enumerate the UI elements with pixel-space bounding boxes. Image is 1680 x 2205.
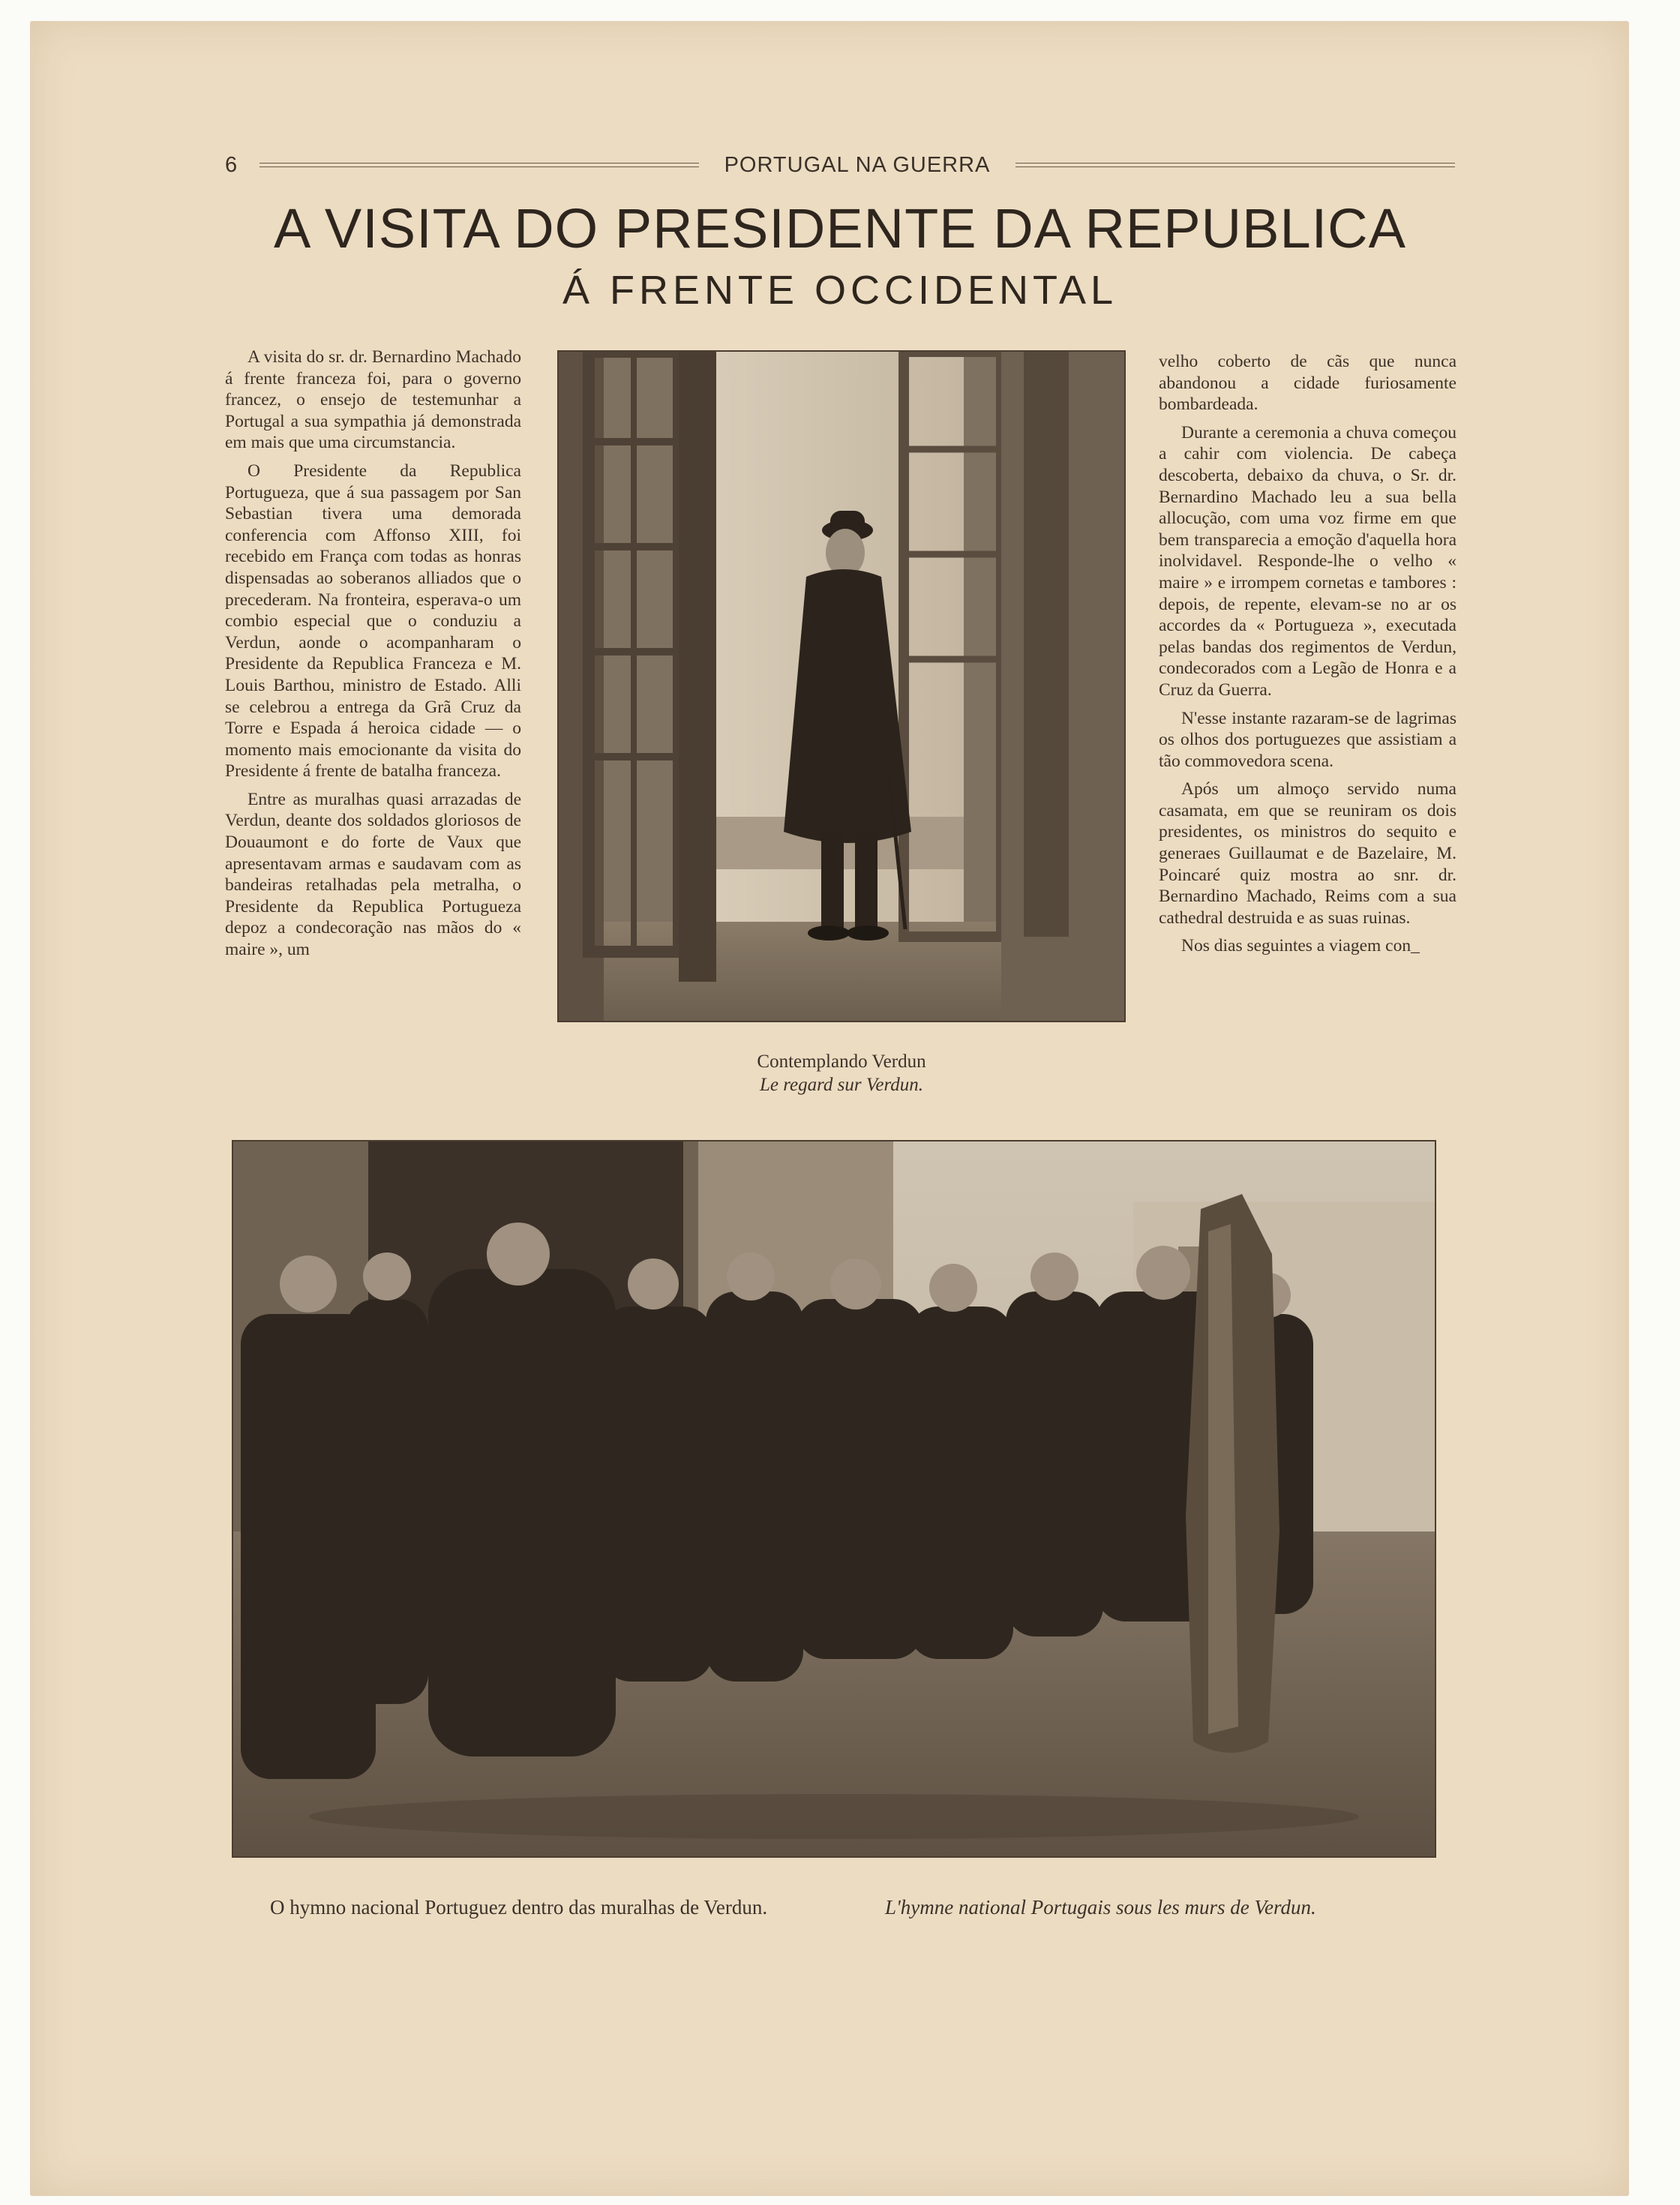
photo1-caption-portuguese: Contemplando Verdun [757, 1052, 926, 1072]
publication-title: PORTUGAL NA GUERRA [724, 152, 991, 177]
page-number: 6 [225, 152, 238, 177]
paragraph: Entre as muralhas quasi arrazadas de Verdun, deante dos soldados gloriosos de Douaumont e do forte de Vaux que apresentavam armas e saudavam com as bandeiras retalhadas pela metralha, o Presidente da Republica Portugueza depoz a condecoração nas mãos do « maire », um [225, 789, 521, 960]
article-subtitle: Á FRENTE OCCIDENTAL [562, 268, 1118, 313]
paragraph: O Presidente da Republica Portugueza, que á sua passagem por San Sebastian tivera uma demorada conferencia com Affonso XIII, foi recebido em França com todas as honras dispensadas ao soberanos alliados que o precederam. Na fronteira, esperava-o um combio especial que o conduziu a Verdun, aonde o acompanharam o Presidente da Republica Franceza e M. Louis Barthou, ministro de Estado. Alli se celebrou a entrega da Grã Cruz da Torre e Espada á heroica cidade — o momento mais emocionante da visita do Presidente á frente de batalha franceza. [225, 460, 521, 782]
running-header [225, 150, 1455, 180]
photo-illustration [559, 352, 1124, 1021]
paragraph: A visita do sr. dr. Bernardino Machado á frente franceza foi, para o governo francez, o ensejo de testemunhar a Portugal a sua sympathia já demonstrada em mais que uma circumstancia. [225, 347, 521, 453]
header-rule-left [260, 163, 699, 167]
header-rule-right [1016, 163, 1455, 167]
paragraph: N'esse instante razaram-se de lagrimas os olhos dos portuguezes que assistiam a tão commovedora scena. [1159, 708, 1456, 771]
paragraph: Durante a ceremonia a chuva começou a cahir com violencia. De cabeça descoberta, debaixo da chuva, o Sr. dr. Bernardino Machado leu a sua bella allocução, com uma voz firme em que bem transparecia a emoção d'aquella hora inolvidavel. Responde-lhe o velho « maire » e irrompem cornetas e tambores : depois, de repente, elevam-se no ar os accordes da « Portugueza », executada pelas bandas dos regimentos de Verdun, condecorados com a Legão de Honra e a Cruz da Guerra. [1159, 422, 1456, 700]
article-title: A VISITA DO PRESIDENTE DA REPUBLICA [274, 197, 1406, 260]
photo2-caption-french: L'hymne national Portugais sous les murs de Verdun. [885, 1896, 1316, 1918]
photo1-caption-french: Le regard sur Verdun. [759, 1075, 924, 1095]
photo-illustration [233, 1142, 1435, 1856]
paragraph: Após um almoço servido numa casamata, em que se reuniram os dois presidentes, os ministros do sequito e generaes Guillaumat e de Bazelaire, M. Poincaré quiz mostra ao snr. dr. Bernardino Machado, Reims com a sua cathedral destruida e as suas ruinas. [1159, 779, 1456, 928]
text-column-right [1159, 351, 1456, 964]
paragraph: velho coberto de cãs que nunca abandonou a cidade furiosamente bombardeada. [1159, 352, 1456, 415]
photo-national-anthem-verdun [232, 1140, 1436, 1858]
photo2-caption-portuguese: O hymno nacional Portuguez dentro das muralhas de Verdun. [270, 1896, 768, 1918]
photo-contemplating-verdun [557, 350, 1126, 1022]
paragraph: Nos dias seguintes a viagem con_ [1181, 936, 1420, 956]
text-column-left [225, 346, 521, 968]
